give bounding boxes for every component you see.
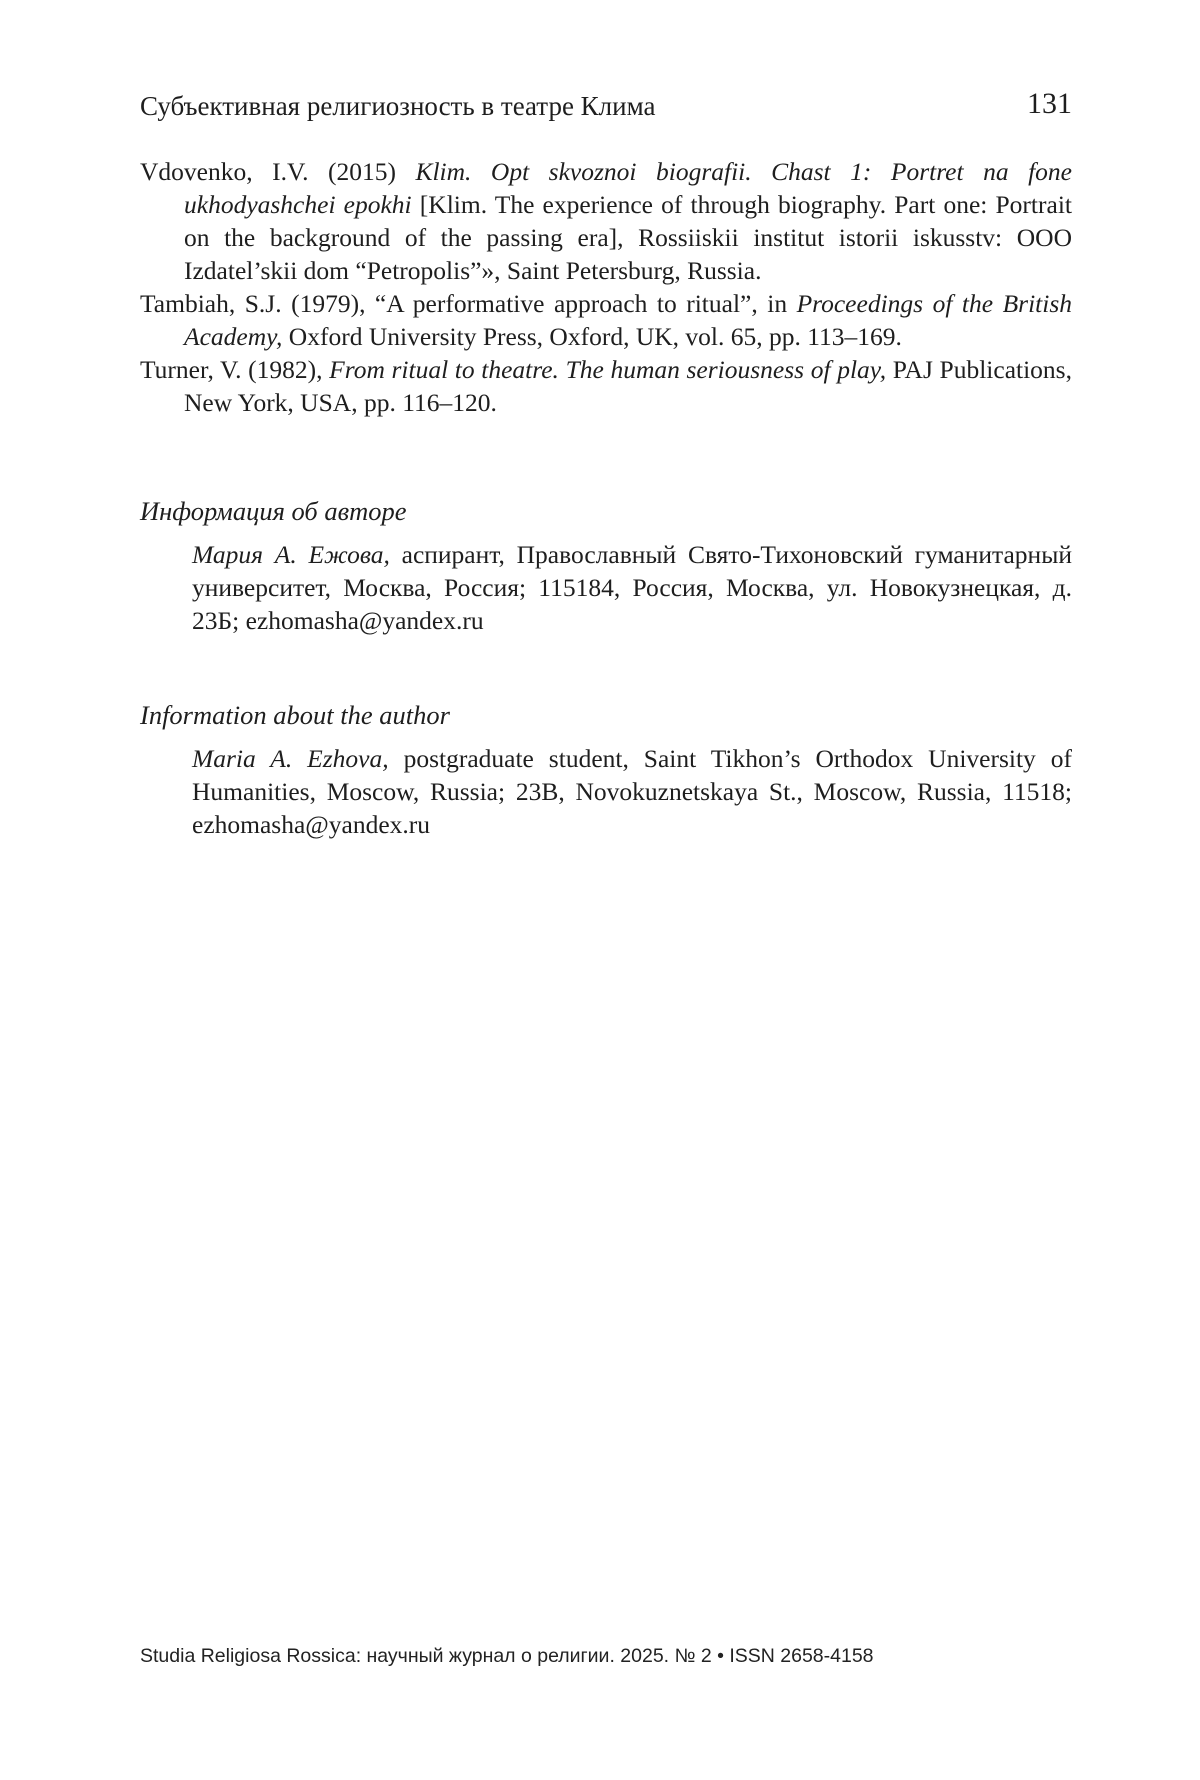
reference-item bbox=[140, 287, 1072, 353]
author-info-ru bbox=[192, 538, 1072, 637]
reference-list bbox=[140, 155, 1072, 419]
journal-footer: Studia Religiosa Rossica: научный журнал о религии. 2025. № 2 • ISSN 2658-4158 bbox=[140, 1645, 874, 1667]
author-details-ru: аспирант, Православный Свято-Тихоновский гуманитарный университет, Москва, Россия; 115184, Россия, Москва, ул. Новокузнецкая, д. 23Б; ezhomasha@yandex.ru bbox=[192, 540, 1072, 635]
reference-title: From ritual to theatre. The human seriousness of play, bbox=[329, 355, 887, 384]
author-name-en: Maria A. Ezhova, bbox=[192, 744, 389, 773]
reference-details: [Klim. The experience of through biography. Part one: Portrait on the background of the passing era], Rossiiskii institut istorii iskusstv: OOO Izdatel’skii dom “Petropolis”», Saint Petersburg, Russia. bbox=[184, 190, 1072, 285]
reference-title: Klim. Opt skvoznoi biografii. Chast 1: Portret na fone ukhodyashchei epokhi bbox=[184, 157, 1072, 219]
reference-item bbox=[140, 353, 1072, 419]
author-info-heading-en: Information about the author bbox=[140, 700, 450, 730]
running-header bbox=[140, 86, 1072, 126]
reference-details: Oxford University Press, Oxford, UK, vol. 65, pp. 113–169. bbox=[282, 322, 902, 351]
reference-authors: Vdovenko, I.V. (2015) bbox=[140, 157, 416, 186]
document-page bbox=[140, 0, 1072, 1780]
author-info-heading-ru: Информация об авторе bbox=[140, 496, 407, 526]
running-title: Субъективная религиозность в театре Клима bbox=[140, 91, 656, 121]
reference-details: PAJ Publications, New York, USA, pp. 116–120. bbox=[184, 355, 1072, 417]
reference-authors: Tambiah, S.J. (1979), “A performative approach to ritual”, in bbox=[140, 289, 797, 318]
reference-title: Proceedings of the British Academy, bbox=[184, 289, 1072, 351]
page-number: 131 bbox=[1027, 87, 1072, 120]
author-name-ru: Мария А. Ежова, bbox=[192, 540, 390, 569]
author-info-en bbox=[192, 742, 1072, 841]
reference-authors: Turner, V. (1982), bbox=[140, 355, 330, 384]
author-details-en: postgraduate student, Saint Tikhon’s Orthodox University of Humanities, Moscow, Russia; 23B, Novokuznetskaya St., Moscow, Russia, 11518; ezhomasha@yandex.ru bbox=[192, 744, 1072, 839]
reference-item bbox=[140, 155, 1072, 287]
